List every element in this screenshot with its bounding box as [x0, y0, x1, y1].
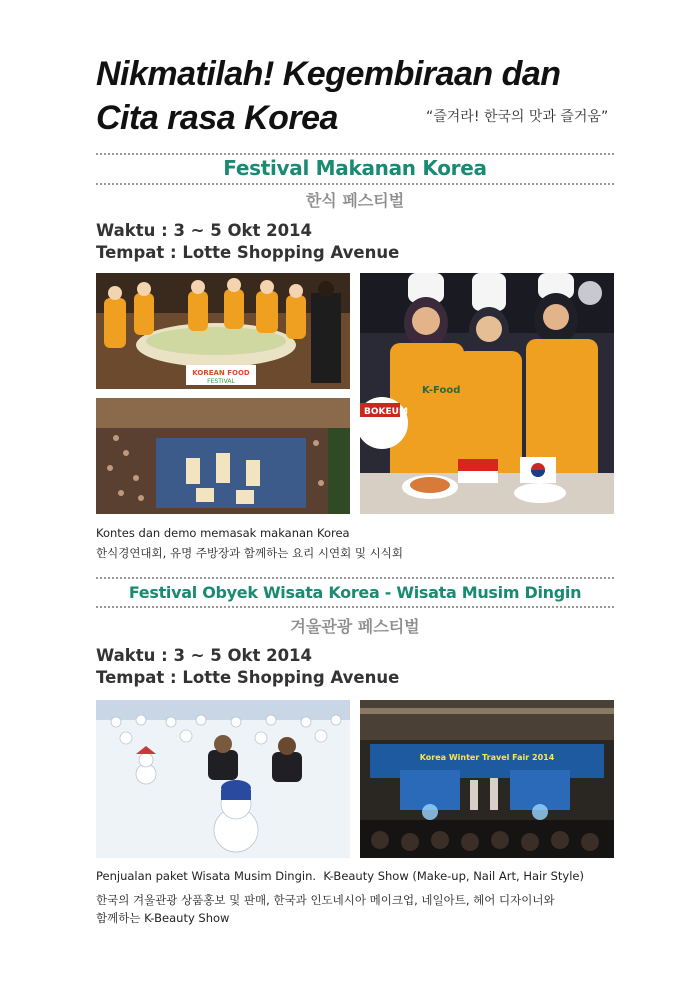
- food-time: Waktu : 3 ~ 5 Okt 2014: [96, 221, 313, 240]
- stage-banner: Korea Winter Travel Fair 2014: [419, 753, 555, 762]
- food-caption-id: Kontes dan demo memasak makanan Korea: [96, 526, 350, 540]
- winter-section-title: Festival Obyek Wisata Korea - Wisata Musim Dingin: [128, 583, 582, 602]
- winter-time: Waktu : 3 ~ 5 Okt 2014: [96, 646, 313, 665]
- winter-place: Tempat : Lotte Shopping Avenue: [96, 668, 400, 687]
- divider-winter-top: [96, 577, 614, 579]
- divider-mid: [96, 183, 614, 185]
- photo-beauty-show: [360, 700, 614, 858]
- photo-snowmen: [96, 700, 350, 858]
- page-title-line1: Nikmatilah! Kegembiraan dan: [96, 55, 561, 93]
- food-section-title: Festival Makanan Korea: [223, 156, 487, 180]
- photo-chefs: [360, 273, 614, 514]
- food-section-subtitle: 한식 페스티벌: [305, 191, 405, 210]
- tagline: “즐겨라! 한국의 맛과 즐거움”: [426, 109, 609, 125]
- food-place: Tempat : Lotte Shopping Avenue: [96, 243, 400, 262]
- food-caption-ko: 한식경연대회, 유명 주방장과 함께하는 요리 시연회 및 시식회: [96, 546, 403, 560]
- apron-text: K-Food: [422, 385, 461, 396]
- sign-text: BOKEUM: [364, 407, 408, 417]
- winter-caption-id: Penjualan paket Wisata Musim Dingin. K-Beauty Show (Make-up, Nail Art, Hair Style): [96, 869, 584, 883]
- food-banner-line1: KOREAN FOOD: [192, 369, 250, 377]
- photo-event-aerial: [96, 398, 350, 514]
- winter-caption-ko-line1: 한국의 겨울관광 상품홍보 및 판매, 한국과 인도네시아 메이크업, 네일아트, 헤어 디자이너와: [96, 893, 555, 907]
- winter-caption-ko-line2: 함께하는 K-Beauty Show: [96, 911, 230, 925]
- food-banner-line2: FESTIVAL: [207, 378, 235, 385]
- winter-section-subtitle: 겨울관광 페스티벌: [290, 617, 420, 636]
- divider-winter-mid: [96, 606, 614, 608]
- divider-top: [96, 153, 614, 155]
- page-title-line2: Cita rasa Korea: [96, 99, 338, 137]
- photo-cooking-demo: [96, 273, 350, 389]
